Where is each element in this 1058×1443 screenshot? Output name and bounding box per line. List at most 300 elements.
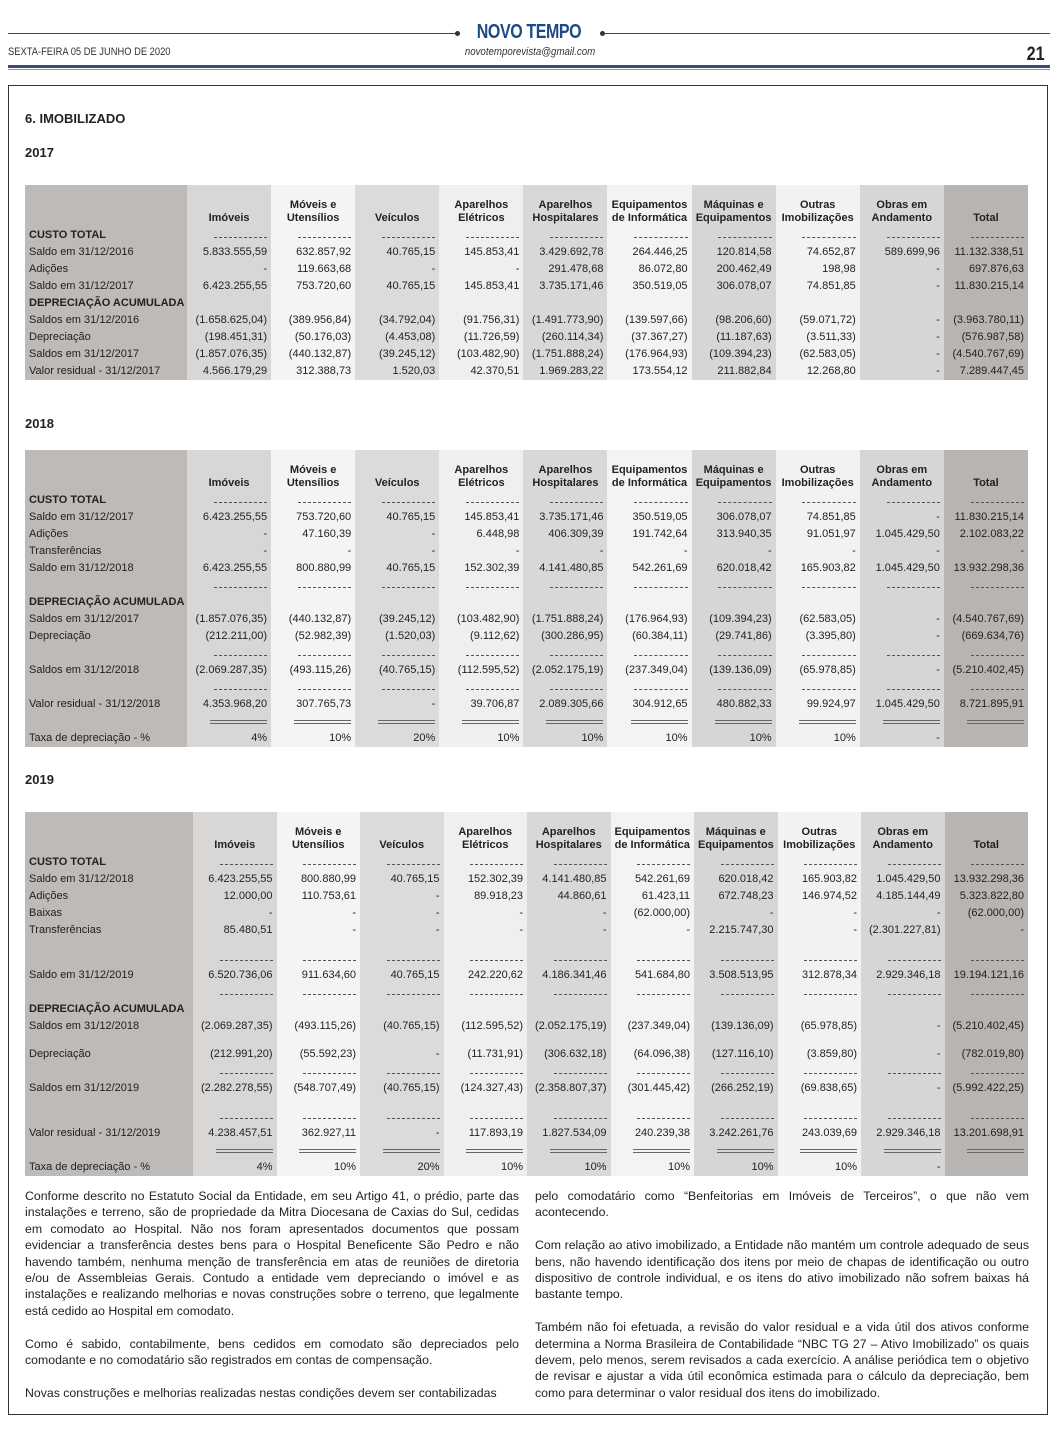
dashed-rule <box>944 679 1028 696</box>
cell-value: (1.751.888,24) <box>523 346 607 363</box>
table-header-row <box>25 812 1028 854</box>
dashed-rule <box>945 1063 1029 1080</box>
cell-value: 10% <box>692 730 776 747</box>
dashed-rule <box>692 679 776 696</box>
row-label: Saldos em 31/12/2019 <box>25 1080 193 1108</box>
dashed-rule <box>945 854 1029 871</box>
cell-value: - <box>860 543 944 560</box>
dashed-rule <box>694 950 778 967</box>
table-row <box>25 346 1028 363</box>
rule-mark <box>470 1112 523 1119</box>
cell-value: - <box>355 261 439 278</box>
cell-value: - <box>944 543 1028 560</box>
cell-value: (62.000,00) <box>611 905 695 922</box>
cell-value: 152.302,39 <box>444 871 528 888</box>
cell-value: 10% <box>523 730 607 747</box>
empty-cell <box>607 295 691 312</box>
cell-value: 2.102.083,22 <box>944 526 1028 543</box>
cell-value: 10% <box>439 730 523 747</box>
cell-value: - <box>860 261 944 278</box>
cell-value: 12.000,00 <box>193 888 277 905</box>
table-header-row <box>25 185 1028 227</box>
empty-cell <box>187 594 271 611</box>
cell-value: 47.160,39 <box>271 526 355 543</box>
cell-value: 350.519,05 <box>607 278 691 295</box>
table-row <box>25 1080 1028 1108</box>
header-rule-left <box>8 33 458 34</box>
column-header: Obras em Andamento <box>860 185 944 227</box>
cell-value: 200.462,49 <box>692 261 776 278</box>
cell-value: 911.634,60 <box>277 967 361 984</box>
cell-value: (139.136,09) <box>692 662 776 679</box>
cell-value: (237.349,04) <box>611 1018 695 1046</box>
rule-mark <box>804 1067 857 1074</box>
dashed-rule <box>861 950 945 967</box>
row-label: Depreciação <box>25 628 187 645</box>
cell-value: (440.132,87) <box>271 346 355 363</box>
dashed-rule <box>187 227 271 244</box>
cell-value: 10% <box>776 730 860 747</box>
rule-mark <box>888 858 941 865</box>
rule-mark <box>971 649 1024 656</box>
total-rule-row <box>25 713 1028 730</box>
cell-value: (2.069.287,35) <box>193 1018 277 1046</box>
cell-value: 5.323.822,80 <box>945 888 1029 905</box>
cell-value: 1.045.429,50 <box>860 696 944 713</box>
cell-value: 20% <box>355 730 439 747</box>
rule-mark <box>634 683 687 690</box>
cell-value: - <box>360 922 444 950</box>
dashed-rule <box>607 492 691 509</box>
empty-cell <box>860 594 944 611</box>
rule-mark <box>550 496 603 503</box>
rule-mark <box>303 1112 356 1119</box>
separator-row <box>25 577 1028 594</box>
dashed-rule <box>193 984 277 1001</box>
empty-cell <box>444 1001 528 1018</box>
cell-value: - <box>523 543 607 560</box>
cell-value: 4% <box>193 1159 277 1176</box>
cell-value: - <box>694 905 778 922</box>
rule-mark <box>462 720 519 724</box>
cell-value: - <box>778 905 862 922</box>
dashed-rule <box>193 1063 277 1080</box>
column-header: Móveis e Utensílios <box>271 185 355 227</box>
cell-value: (62.583,05) <box>776 346 860 363</box>
total-rule-row <box>25 1142 1028 1159</box>
column-header: Móveis e Utensílios <box>271 450 355 492</box>
rule-mark <box>466 231 519 238</box>
rule-mark <box>466 496 519 503</box>
fixed-assets-table-2018 <box>25 450 1028 747</box>
cell-value: 242.220,62 <box>444 967 528 984</box>
cell-value: (40.765,15) <box>360 1018 444 1046</box>
rule-mark <box>210 720 267 724</box>
cell-value: 312.878,34 <box>778 967 862 984</box>
row-label: Adições <box>25 526 187 543</box>
cell-value: 3.735.171,46 <box>523 278 607 295</box>
dashed-rule <box>360 950 444 967</box>
dashed-rule <box>692 577 776 594</box>
dashed-rule <box>527 854 611 871</box>
table-row <box>25 1159 1028 1176</box>
cell-value: (1.751.888,24) <box>523 611 607 628</box>
dashed-rule <box>945 950 1029 967</box>
dashed-rule <box>439 645 523 662</box>
column-header: Equipamentos de Informática <box>607 185 691 227</box>
empty-cell <box>193 1001 277 1018</box>
cell-value: (9.112,62) <box>439 628 523 645</box>
cell-value: (127.116,10) <box>694 1046 778 1063</box>
cell-value: - <box>861 1018 945 1046</box>
cell-value: 243.039,69 <box>778 1125 862 1142</box>
fixed-assets-table-2017 <box>25 185 1028 380</box>
dashed-rule <box>861 984 945 1001</box>
rule-mark <box>799 720 856 724</box>
cell-value: 4.566.179,29 <box>187 363 271 380</box>
dashed-rule <box>527 1063 611 1080</box>
rule-mark <box>718 649 771 656</box>
cell-value: 307.765,73 <box>271 696 355 713</box>
rule-mark <box>554 954 607 961</box>
rule-mark <box>721 858 774 865</box>
cell-value: 800.880,99 <box>271 560 355 577</box>
cell-value: (4.540.767,69) <box>944 346 1028 363</box>
cell-value: (3.395,80) <box>776 628 860 645</box>
dashed-rule <box>277 984 361 1001</box>
empty-cell <box>527 1001 611 1018</box>
cell-value: 620.018,42 <box>694 871 778 888</box>
cell-value <box>945 1159 1029 1176</box>
rule-mark <box>804 988 857 995</box>
cell-value: - <box>860 628 944 645</box>
cell-value: (139.597,66) <box>607 312 691 329</box>
dashed-rule <box>271 492 355 509</box>
cell-value: 1.969.283,22 <box>523 363 607 380</box>
cell-value: 291.478,68 <box>523 261 607 278</box>
section-row <box>25 227 1028 244</box>
row-label: Saldos em 31/12/2017 <box>25 346 187 363</box>
cell-value: 542.261,69 <box>607 560 691 577</box>
cell-value: 74.851,85 <box>776 509 860 526</box>
cell-value: - <box>776 543 860 560</box>
rule-mark <box>383 1149 440 1153</box>
dashed-rule <box>945 1108 1029 1125</box>
dashed-rule <box>271 645 355 662</box>
double-rule <box>439 713 523 730</box>
dashed-rule <box>271 577 355 594</box>
cell-value: 6.423.255,55 <box>187 509 271 526</box>
cell-value: (301.445,42) <box>611 1080 695 1108</box>
row-label: Saldo em 31/12/2017 <box>25 509 187 526</box>
cell-value: 306.078,07 <box>692 509 776 526</box>
cell-value: 145.853,41 <box>439 278 523 295</box>
rule-mark <box>382 683 435 690</box>
cell-value: 672.748,23 <box>694 888 778 905</box>
dashed-rule <box>944 645 1028 662</box>
rule-mark <box>466 581 519 588</box>
section-row <box>25 1001 1028 1018</box>
rule-mark <box>220 1067 273 1074</box>
dashed-rule <box>444 1108 528 1125</box>
rule-mark <box>470 954 523 961</box>
double-rule <box>778 1142 862 1159</box>
rule-mark <box>220 858 273 865</box>
cell-value: - <box>277 922 361 950</box>
row-label: Valor residual - 31/12/2019 <box>25 1125 193 1142</box>
cell-value: 2.089.305,66 <box>523 696 607 713</box>
double-rule <box>694 1142 778 1159</box>
rule-mark <box>637 1112 690 1119</box>
cell-value: (59.071,72) <box>776 312 860 329</box>
dashed-rule <box>527 950 611 967</box>
row-label <box>25 984 193 1001</box>
empty-cell <box>523 295 607 312</box>
cell-value: - <box>860 730 944 747</box>
table-row <box>25 611 1028 628</box>
cell-value: (37.367,27) <box>607 329 691 346</box>
cell-value: - <box>860 509 944 526</box>
dashed-rule <box>360 1063 444 1080</box>
cell-value: 800.880,99 <box>277 871 361 888</box>
cell-value: 119.663,68 <box>271 261 355 278</box>
dashed-rule <box>860 227 944 244</box>
cell-value: 10% <box>607 730 691 747</box>
row-label: Saldo em 31/12/2019 <box>25 967 193 984</box>
cell-value: - <box>860 312 944 329</box>
table-row <box>25 967 1028 984</box>
table-row <box>25 905 1028 922</box>
cell-value: - <box>860 329 944 346</box>
cell-value: 117.893,19 <box>444 1125 528 1142</box>
double-rule <box>187 713 271 730</box>
rule-mark <box>220 988 273 995</box>
dashed-rule <box>355 577 439 594</box>
cell-value: - <box>271 543 355 560</box>
cell-value: - <box>861 1046 945 1063</box>
dashed-rule <box>444 1063 528 1080</box>
dashed-rule <box>523 577 607 594</box>
double-rule <box>944 713 1028 730</box>
dashed-rule <box>944 577 1028 594</box>
cell-value: 406.309,39 <box>523 526 607 543</box>
empty-cell <box>523 594 607 611</box>
dashed-rule <box>861 1108 945 1125</box>
row-label: DEPRECIAÇÃO ACUMULADA <box>25 1001 193 1018</box>
cell-value: - <box>861 905 945 922</box>
rule-mark <box>387 1112 440 1119</box>
row-label: DEPRECIAÇÃO ACUMULADA <box>25 295 187 312</box>
row-label: Saldo em 31/12/2017 <box>25 278 187 295</box>
row-label: CUSTO TOTAL <box>25 854 193 871</box>
cell-value: (69.838,65) <box>778 1080 862 1108</box>
rule-mark <box>466 683 519 690</box>
cell-value: (5.210.402,45) <box>944 662 1028 679</box>
cell-value <box>944 730 1028 747</box>
separator-row <box>25 1108 1028 1125</box>
cell-value: 620.018,42 <box>692 560 776 577</box>
rule-mark <box>721 1112 774 1119</box>
cell-value: 40.765,15 <box>355 509 439 526</box>
rule-mark <box>550 1149 607 1153</box>
cell-value: 362.927,11 <box>277 1125 361 1142</box>
rule-mark <box>884 1149 941 1153</box>
cell-value: 1.045.429,50 <box>860 526 944 543</box>
dashed-rule <box>193 854 277 871</box>
cell-value: (40.765,15) <box>360 1080 444 1108</box>
cell-value: (1.520,03) <box>355 628 439 645</box>
empty-cell <box>694 1001 778 1018</box>
column-header: Outras Imobilizações <box>776 450 860 492</box>
double-rule <box>861 1142 945 1159</box>
empty-cell <box>271 295 355 312</box>
cell-value: 61.423,11 <box>611 888 695 905</box>
dashed-rule <box>778 854 862 871</box>
cell-value: 145.853,41 <box>439 244 523 261</box>
cell-value: - <box>444 905 528 922</box>
cell-value: - <box>355 543 439 560</box>
cell-value: (52.982,39) <box>271 628 355 645</box>
rule-mark <box>554 1112 607 1119</box>
dashed-rule <box>277 854 361 871</box>
cell-value: (2.282.278,55) <box>193 1080 277 1108</box>
cell-value: (176.964,93) <box>607 611 691 628</box>
cell-value: (139.136,09) <box>694 1018 778 1046</box>
cell-value: 13.932.298,36 <box>945 871 1029 888</box>
column-header: Obras em Andamento <box>860 450 944 492</box>
cell-value: 110.753,61 <box>277 888 361 905</box>
table-row <box>25 261 1028 278</box>
rule-mark <box>718 683 771 690</box>
cell-value: (39.245,12) <box>355 611 439 628</box>
row-label: Saldo em 31/12/2018 <box>25 871 193 888</box>
dashed-rule <box>607 645 691 662</box>
empty-cell <box>860 295 944 312</box>
rule-mark <box>550 581 603 588</box>
double-rule <box>523 713 607 730</box>
empty-cell <box>861 1001 945 1018</box>
section-row <box>25 492 1028 509</box>
table-row <box>25 730 1028 747</box>
row-label: CUSTO TOTAL <box>25 227 187 244</box>
cell-value: 541.684,80 <box>611 967 695 984</box>
dashed-rule <box>439 492 523 509</box>
double-rule <box>692 713 776 730</box>
table-header-row <box>25 450 1028 492</box>
cell-value: (4.453,08) <box>355 329 439 346</box>
column-header: Veículos <box>355 450 439 492</box>
dashed-rule <box>355 645 439 662</box>
cell-value: (212.211,00) <box>187 628 271 645</box>
cell-value: - <box>439 543 523 560</box>
cell-value: 5.833.555,59 <box>187 244 271 261</box>
dashed-rule <box>776 645 860 662</box>
double-rule <box>945 1142 1029 1159</box>
dashed-rule <box>277 1063 361 1080</box>
cell-value: (3.859,80) <box>778 1046 862 1063</box>
dashed-rule <box>355 227 439 244</box>
rule-mark <box>971 231 1024 238</box>
rule-mark <box>387 988 440 995</box>
newspaper-logo: NOVO TEMPO <box>476 21 582 43</box>
cell-value: (112.595,52) <box>439 662 523 679</box>
cell-value: 11.830.215,14 <box>944 509 1028 526</box>
double-rule <box>860 713 944 730</box>
cell-value: - <box>444 922 528 950</box>
cell-value: (2.358.807,37) <box>527 1080 611 1108</box>
row-label <box>25 713 187 730</box>
double-rule <box>277 1142 361 1159</box>
dashed-rule <box>944 492 1028 509</box>
paragraph: pelo comodatário como “Benfeitorias em Imóveis de Terceiros”, o que não vem acontecendo. <box>535 1189 1029 1220</box>
row-label: Saldos em 31/12/2018 <box>25 662 187 679</box>
dashed-rule <box>945 984 1029 1001</box>
table-row <box>25 509 1028 526</box>
rule-mark <box>971 1067 1024 1074</box>
column-header: Móveis e Utensílios <box>277 812 361 854</box>
empty-cell <box>271 594 355 611</box>
cell-value: 4.141.480,85 <box>523 560 607 577</box>
cell-value: 4% <box>187 730 271 747</box>
cell-value: 6.423.255,55 <box>187 560 271 577</box>
cell-value: (260.114,34) <box>523 329 607 346</box>
dashed-rule <box>523 227 607 244</box>
dashed-rule <box>778 1108 862 1125</box>
dashed-rule <box>193 950 277 967</box>
dashed-rule <box>778 984 862 1001</box>
cell-value: (493.115,26) <box>277 1018 361 1046</box>
cell-value: (11.726,59) <box>439 329 523 346</box>
cell-value: 165.903,82 <box>778 871 862 888</box>
row-label: Saldo em 31/12/2016 <box>25 244 187 261</box>
cell-value: 1.045.429,50 <box>860 560 944 577</box>
cell-value: 42.370,51 <box>439 363 523 380</box>
cell-value: (3.511,33) <box>776 329 860 346</box>
rule-mark <box>971 581 1024 588</box>
dashed-rule <box>611 1063 695 1080</box>
row-label: Saldos em 31/12/2016 <box>25 312 187 329</box>
cell-value: (103.482,90) <box>439 611 523 628</box>
dashed-rule <box>444 854 528 871</box>
cell-value: 165.903,82 <box>776 560 860 577</box>
cell-value: (103.482,90) <box>439 346 523 363</box>
paragraph: Novas construções e melhorias realizadas nestas condições devem ser contabilizadas <box>25 1385 497 1400</box>
rule-mark <box>554 988 607 995</box>
paragraph: Como é sabido, contabilmente, bens cedidos em comodato são depreciados pelo comodante e no comodatário são registrados em contas de compensação. <box>25 1336 519 1368</box>
cell-value: 1.827.534,09 <box>527 1125 611 1142</box>
cell-value: (1.857.076,35) <box>187 346 271 363</box>
cell-value: 8.721.895,91 <box>944 696 1028 713</box>
cell-value: 350.519,05 <box>607 509 691 526</box>
cell-value: 313.940,35 <box>692 526 776 543</box>
cell-value: 146.974,52 <box>778 888 862 905</box>
empty-cell <box>187 295 271 312</box>
dashed-rule <box>776 227 860 244</box>
rule-mark <box>466 1149 523 1153</box>
empty-cell <box>439 295 523 312</box>
cell-value: 7.289.447,45 <box>944 363 1028 380</box>
rule-mark <box>554 1067 607 1074</box>
rule-mark <box>715 720 772 724</box>
empty-cell <box>360 1001 444 1018</box>
dashed-rule <box>860 492 944 509</box>
dashed-rule <box>355 679 439 696</box>
rule-mark <box>887 683 940 690</box>
rule-mark <box>802 683 855 690</box>
cell-value: 44.860,61 <box>527 888 611 905</box>
cell-value: 40.765,15 <box>360 871 444 888</box>
cell-value: (1.658.625,04) <box>187 312 271 329</box>
